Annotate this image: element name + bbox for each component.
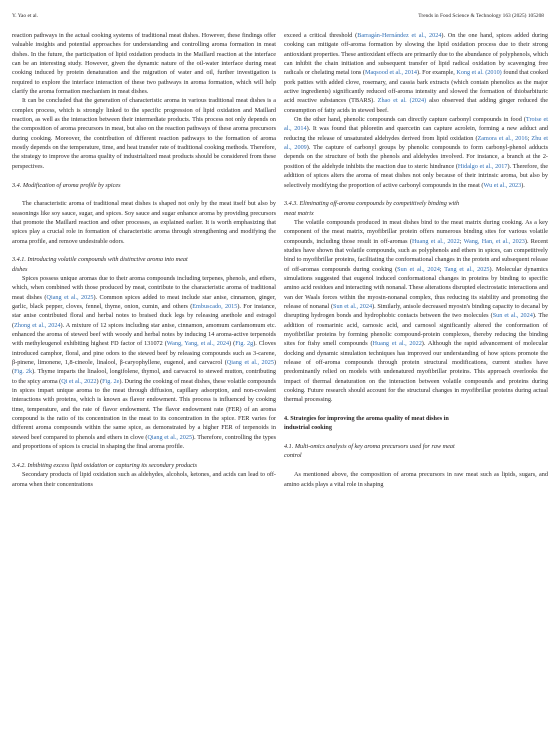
citation-link[interactable]: Troise et al., 2014 [284,116,549,133]
figure-link[interactable]: Fig. 2k [14,368,33,376]
section-heading: 3.4. Modification of aroma profile by spices [12,181,121,189]
paragraph: reaction pathways in the actual cooking systems of traditional meat dishes. However, these findings offer valuable insights and potential approaches for understanding and controlling aroma formation in meat dishes. In the future, the participation of lipid oxidation products in the Maillard reaction at the interface can be an interesting study. However, given the dynamic nature of the oil-water interface during meat cooking induced by protein denaturation and the migration of water and oil, further investigation is required to explore the interface interaction of these two pathways in aroma formation, which will help clarify the aroma formation mechanism in meat dishes. [12,32,276,96]
citation-link[interactable]: Qiang et al., 2025 [147,433,193,441]
paragraph: The characteristic aroma of traditional meat dishes is shaped not only by the meat itself but also by seasonings like soy sauce, sugar, and spices. Soy sauce and sugar enhance aroma by providing precursors that promote the Maillard reaction and other processes, as explained earlier. It is worth emphasizing that spices play a crucial role in formation of characteristic aroma through strengthening and modifying the aroma profile, and remove undesirable odors. [12,200,276,245]
citation-link[interactable]: Sun et al., 2024 [397,265,440,273]
citation-link[interactable]: Maqsood et al., 2014 [364,69,418,77]
citation-link[interactable]: Zhong et al., 2024 [14,321,61,329]
citation-link[interactable]: Wu et al., 2023 [483,181,522,189]
header-authors: Y. Yao et al. [12,13,38,19]
figure-link[interactable]: Fig. 2g [235,340,254,348]
citation-link[interactable]: Sun et al., 2024 [333,302,373,310]
subsection-heading: 4.1. Multi-omics analysis of key aroma precursors used for raw meat control [284,443,455,460]
left-column [12,31,276,489]
right-column [284,31,548,489]
citation-link[interactable]: Huang et al., 2022 [372,340,422,348]
paragraph: Spices possess unique aromas due to their aroma compounds including terpenes, phenols, and ethers, which, when combined with those produced by meat, contribute to the characteristic aroma of traditional meat dishes (Qiang et al., 2025). Common spices added to meat include star anise, cinnamon, ginger, garlic, black pepper, cloves, fennel, thyme, onion, cumin, and others (Embuscado, 2015). For instance, star anise contributed floral and herbal notes to braised duck legs by releasing anethole and estragol (Zhong et al., 2024). A mixture of 12 spices including star anise, cinnamon, amomum cardamomum etc. enhanced the aroma of stewed beef with woody and herbal notes by inducing 14 aroma-active terpenoids with methyleugenol exhibiting highest FD factor of 131072 (Wang, Yang, et al., 2024) (Fig. 2g). Cloves introduced camphor, floral, and pine odors to the stewed beef by releasing compounds such as 3-carene, β-pinene, limonene, 1,8-cineole, linalool, β-caryophyllene, eugenol, and carvacrol (Qiang et al., 2025) (Fig. 2k). Thyme imparts the linalool, longifolene, thymol, and carvacrol to stewed mutton, contributing to the spicy aroma (Qi et al., 2022) (Fig. 2e). During the cooking of meat dishes, these volatile compounds in spices impart unique aroma to the meat through diffusion, capillary adsorption, and non-covalent interactions with proteins, which is known as flavor endowment. This process is influenced by cooking time, temperature, and the rate of flavor endowment. The flavor endowment rate (FER) of an aroma compound is the ratio of its concentration in the meat to its concentration in the spice. FER varies for different aroma compounds within the same spice, as demonstrated by a higher FER of terpenoids in stewed beef compared to phenols and ethers in clove (Qiang et al., 2025). Therefore, controlling the types and proportions of spices is crucial in shaping the final aroma profile. [12,274,276,451]
figure-link[interactable]: Fig. 2e [102,377,120,385]
citation-link[interactable]: Wang, Yang, et al., 2024 [166,340,230,348]
citation-link[interactable]: Zhao et al. (2024) [377,97,427,105]
citation-link[interactable]: Barragán-Hernández et al., 2024 [357,32,442,39]
citation-link[interactable]: Sun et al., 2024 [492,312,533,320]
subsection-heading: 3.4.1. Introducing volatile compounds with distinctive aroma into meat dishes [12,256,188,273]
citation-link[interactable]: Kong et al. (2010) [456,69,502,77]
paragraph: The volatile compounds produced in meat dishes bind to the meat matrix during cooking. As a key component of the meat matrix, myofibrillar protein offers numerous binding sites for various volatile compounds, including those result in off-aromas (Huang et al., 2022; Wang, Han, et al., 2023). Recent studies have shown that volatile compounds, such as polyphenols and ethers in spices, can competitively bind to myofibrillar proteins, facilitating the conformational changes in the protein and subsequent release of off-aromas compounds during cooking (Sun et al., 2024; Tang et al., 2025). Molecular dynamics simulations suggested that eugenol induced conformational changes in proteins by binding to specific amino acid residues and interacting with nonanal. These alterations disrupted electrostatic interactions and van der Waals forces within the myosin-nonanal complex, thus reducing its stability and promoting the release of nonanal (Sun et al., 2024). Similarly, anisole decreased myosin's binding capacity to decanal by disrupting hydrogen bonds and hydrophobic contacts between the two molecules (Sun et al., 2024). The addition of rosmarinic acid, carnosic acid, and carnosol significantly altered the conformation of myofibrillar proteins by forming phenolic compound-protein complexes, thereby reducing the binding sites for fishy smell compounds (Huang et al., 2022). Although the rapid advancement of molecular docking and dynamic simulation techniques has improved our understanding of how spices promote the release of off-aroma compounds through protein structural modifications, current studies have predominantly relied on models with undenatured myofibrillar proteins. This approach overlooks the impact of thermal denaturation on the interaction between volatile compounds and proteins during cooking. Future research should account for the structural changes in myofibrillar proteins during actual thermal processing. [284,218,549,404]
running-header [12,11,544,23]
subsection-heading: 3.4.2. Inhibiting excess lipid oxidation or capturing its secondary products [12,461,198,469]
header-journal: Trends in Food Science & Technology 163 (2025) 105208 [418,13,544,19]
citation-link[interactable]: Qi et al., 2022 [61,377,97,385]
citation-link[interactable]: Tang et al., 2025 [444,265,490,273]
subsection-heading: 3.4.3. Eliminating off-aroma compounds by competitively binding with meat matrix [284,200,460,217]
citation-link[interactable]: Hidalgo et al., 2017 [457,162,508,170]
citation-link[interactable]: Qiang et al., 2025 [46,293,94,301]
paragraph: As mentioned above, the composition of aroma precursors in raw meat such as lipids, sugars, and amino acids plays a vital role in shaping [284,471,548,488]
citation-link[interactable]: Zamora et al., 2016 [477,134,528,142]
paragraph: Secondary products of lipid oxidation such as aldehydes, alcohols, ketones, and acids can lead to off-aroma when their concentrations [12,471,276,488]
paragraph: On the other hand, phenolic compounds can directly capture carbonyl compounds in food (Troise et al., 2014). It was found that phloretin and quercetin can capture acrolein, forming a new adduct and reducing the release of unsaturated aldehydes derived from lipid oxidation (Zamora et al., 2016; Zhu et al., 2009). The capture of carbonyl groups by phenolic compounds to form carbonyl-phenol adducts depends on the structure of both the phenols and aldehydes involved. For instance, a branch at the 2-position of the aldehyde inhibits the reaction due to steric hindrance (Hidalgo et al., 2017). Therefore, the addition of spices alters the aroma of meat dishes not only because of their intrinsic aroma, but also by selectively modifying the proportion of active carbonyl compounds in the meat (Wu et al., 2023). [284,116,549,189]
citation-link[interactable]: Zhu et al., 2009 [284,134,548,152]
paragraph: exceed a critical threshold (Barragán-Hernández et al., 2024). On the one hand, spices added during cooking can mitigate off-aroma formation by slowing the lipid oxidation process due to their strong antioxidant properties. These antioxidant effects are primarily due to the abundance of polyphenols, which can inhibit the chain initiation and subsequent transfer of lipid radical oxidation by scavenging free radicals or chelating metal ions (Maqsood et al., 2014). For example, Kong et al. (2010) found that cooked pork patties with added clove, rosemary, and cassia bark extracts (which contain phenolics as the major active ingredients) significantly reduced off-aroma intensity and slowed the formation of thiobarbituric acid reactive substances (TBARS). Zhao et al. (2024) also observed that adding ginger reduced the consumption of fatty acids in stewed beef. [284,32,548,114]
citation-link[interactable]: Wang, Han, et al., 2023 [463,237,525,245]
citation-link[interactable]: Huang et al., 2022 [411,237,460,245]
section-heading: 4. Strategies for improving the aroma quality of meat dishes in industrial cooking [284,415,449,432]
paragraph: It can be concluded that the generation of characteristic aroma in various traditional meat dishes is a complex process, which is strongly linked to the specific progression of lipid oxidation and Maillard reaction, as well as the interaction between their intermediate products. This process not only depends on the composition of aroma precursors in meat, but also on the reaction pathways of these aroma precursors during cooking. Moreover, the contribution of different reaction pathways to the formation of aroma mostly depends on the temperature, time, and heat transfer rate of traditional cooking methods. Therefore, the strategy to improve the aroma quality of industrialized meat products should be considered from these perspectives. [12,97,276,170]
citation-link[interactable]: Qiang et al., 2025 [226,359,274,367]
citation-link[interactable]: Embuscado, 2015 [192,302,238,310]
